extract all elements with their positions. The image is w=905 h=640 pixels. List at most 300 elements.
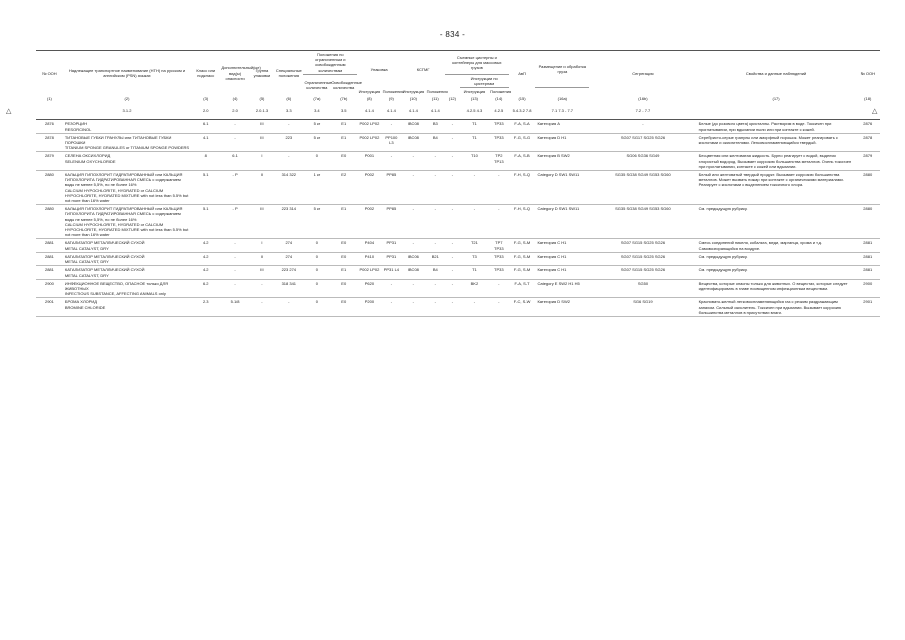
special-provision-cell: -: [274, 298, 303, 317]
ibc-provision-cell: -: [426, 279, 446, 298]
stowage-cell: Category D SW1 SW11: [535, 205, 589, 239]
tank-instruction-cell: BK2: [460, 279, 489, 298]
properties-cell: Красновато-желтый легковоспламеняющийся газ с резким раздражающим запахом. Сильный окислитель. Токсичен при вдыхании. Вызывает коррозию большинства металлов в присутствии влаги.: [697, 298, 856, 317]
stowage-cell: Категория D SW2: [535, 298, 589, 317]
packing-instruction-cell: P002 LP02: [357, 120, 381, 133]
header-tanks: Съемные цистерны и контейнеры для массовых грузов: [445, 51, 509, 75]
name-cell: [63, 298, 191, 317]
tank-provision-cell: -: [489, 205, 509, 239]
packing-instruction-cell: P002: [357, 171, 381, 205]
un-cell: 2900: [36, 279, 63, 298]
packing-group-cell: -: [250, 298, 274, 317]
ref-lq: 3.4: [303, 107, 330, 120]
subrisk-cell: -: [220, 279, 249, 298]
class-cell: 6.1: [191, 120, 220, 133]
header-class: Класс или подкласс: [191, 51, 220, 96]
properties-cell: Бесцветная или желтоватая жидкость. Бурно реагирует с водой, выделяя хлористый водород. Вызывает коррозию большинства металлов. Очень токсичен при проглатывании, контакте с кожей или вдыхании.: [697, 152, 856, 171]
properties-cell: См. предыдущую рубрику.: [697, 205, 856, 239]
ibc-instruction-cell: -: [401, 152, 425, 171]
name-cell: [63, 120, 191, 133]
colnum: (10): [409, 96, 417, 102]
packing-instruction-cell: P620: [357, 279, 381, 298]
revision-mark-icon: △: [872, 108, 878, 115]
ibc-provision-cell: B4: [426, 133, 446, 152]
limited-quantity-cell: 0: [303, 239, 330, 252]
un-right-cell: 2879: [855, 152, 880, 171]
segregation-cell: SG07 SG15 SG25 SG26: [589, 239, 696, 252]
col12-cell: -: [445, 152, 460, 171]
name-en: METAL CATALYST, DRY: [64, 259, 109, 265]
tank-provision-cell: TP33: [489, 120, 509, 133]
table-row: [36, 120, 880, 133]
un-right-cell: 2901: [855, 298, 880, 317]
limited-quantity-cell: 0: [303, 252, 330, 265]
tank-instruction-cell: T1: [460, 133, 489, 152]
ibc-instruction-cell: -: [401, 171, 425, 205]
packing-instruction-cell: P404: [357, 239, 381, 252]
un-cell: 2880: [36, 171, 63, 205]
header-subrisk: Дополнительный(ые) вид(ы) опасности: [220, 51, 249, 96]
subrisk-cell: - P: [220, 171, 249, 205]
colnum: (11): [431, 96, 439, 102]
excepted-quantity-cell: E0: [330, 152, 357, 171]
colnum: (2): [124, 96, 130, 102]
limited-quantity-cell: 0: [303, 266, 330, 279]
packing-group-cell: -: [250, 279, 274, 298]
class-cell: 8: [191, 152, 220, 171]
adr-cell: F-A, S-T: [509, 279, 536, 298]
name-ru: КАЛЬЦИЯ ГИПОХЛОРИТ ГИДРАТИРОВАННЫЙ или КАЛЬЦИЯ ГИПОХЛОРИТА ГИДРАТИРОВАННАЯ СМЕСЬ с содержанием воды не менее 5,5%, но не более 16%: [64, 172, 183, 188]
tank-provision-cell: -: [489, 279, 509, 298]
properties-cell: Белые (до розового цвета) кристаллы. Растворим в воде. Токсичен при проглатывании, при вдыхании пыли или при контакте с кожей.: [697, 120, 856, 133]
header-stowage: Размещение и обработка груза: [535, 51, 589, 88]
packing-provision-cell: PP31: [382, 252, 402, 265]
table-row: [36, 298, 880, 317]
name-en: RESORCINOL: [64, 126, 92, 132]
ref-segregation: 7.2 - 7.7: [589, 107, 696, 120]
un-right-cell: 2878: [855, 133, 880, 152]
packing-group-cell: II: [250, 171, 274, 205]
adr-cell: F-G, S-G: [509, 133, 536, 152]
name-en: CALCIUM HYPOCHLORITE, HYDRATED or CALCIUM HYPOCHLORITE, HYDRATED MIXTURE with not less than 5.5% but not more than 16% water: [64, 221, 189, 238]
tank-provision-cell: -: [489, 171, 509, 205]
header-un-right: № ООН: [855, 51, 880, 96]
special-provision-cell: 274: [274, 252, 303, 265]
ibc-instruction-cell: IBC08: [401, 133, 425, 152]
adr-cell: F-A, S-B: [509, 152, 536, 171]
special-provision-cell: 274: [274, 239, 303, 252]
stowage-cell: Категория A: [535, 120, 589, 133]
tank-provision-cell: TP33: [489, 133, 509, 152]
subrisk-cell: - P: [220, 205, 249, 239]
packing-instruction-cell: P002: [357, 205, 381, 239]
name-en: METAL CATALYST, DRY: [64, 245, 109, 251]
ref-blank: [697, 107, 856, 120]
segregation-cell: SG35 SG38 SG49 SG53 SG60: [589, 171, 696, 205]
table-row: [36, 279, 880, 298]
un-right-cell: 2880: [855, 205, 880, 239]
tank-instruction-cell: -: [460, 205, 489, 239]
un-cell: 2879: [36, 152, 63, 171]
un-right-cell: 2881: [855, 252, 880, 265]
special-provision-cell: 223: [274, 133, 303, 152]
special-provision-cell: 223 314: [274, 205, 303, 239]
segregation-cell: SG07 SG17 SG25 SG26: [589, 133, 696, 152]
subrisk-cell: -: [220, 133, 249, 152]
name-ru: КАТАЛИЗАТОР МЕТАЛЛИЧЕСКИЙ СУХОЙ: [64, 267, 145, 273]
col12-cell: -: [445, 252, 460, 265]
header-tank-instr: Инструкция: [463, 89, 486, 95]
excepted-quantity-cell: E1: [330, 120, 357, 133]
packing-provision-cell: -: [382, 279, 402, 298]
special-provision-cell: -: [274, 120, 303, 133]
name-ru: ИНФЕКЦИОННОЕ ВЕЩЕСТВО, ОПАСНОЕ только ДЛЯ ЖИВОТНЫХ: [64, 280, 169, 291]
adr-cell: F-H, S-Q: [509, 171, 536, 205]
ibc-provision-cell: -: [426, 298, 446, 317]
segregation-cell: SG07 SG15 SG25 SG26: [589, 252, 696, 265]
class-cell: 2.3: [191, 298, 220, 317]
un-cell: 2881: [36, 252, 63, 265]
adr-cell: F-A, S-A: [509, 120, 536, 133]
table-row: [36, 205, 880, 239]
name-en: BROMINE CHLORIDE: [64, 304, 106, 310]
excepted-quantity-cell: E1: [330, 133, 357, 152]
un-cell: 2881: [36, 239, 63, 252]
header-ibc-instr: Инструкция: [402, 88, 425, 94]
un-right-cell: 2900: [855, 279, 880, 298]
col12-cell: -: [445, 133, 460, 152]
packing-provision-cell: -: [382, 152, 402, 171]
name-ru: КАТАЛИЗАТОР МЕТАЛЛИЧЕСКИЙ СУХОЙ: [64, 253, 145, 259]
ref-stowage: 7.1 7.3 - 7.7: [535, 107, 589, 120]
ref-name: 3.1.2: [63, 107, 191, 120]
packing-instruction-cell: P410: [357, 252, 381, 265]
header-excepted-quantity: Освобожденные количества: [331, 79, 362, 91]
limited-quantity-cell: 0: [303, 298, 330, 317]
colnum: (9): [388, 96, 394, 102]
tank-instruction-cell: T1: [460, 266, 489, 279]
class-cell: 4.2: [191, 239, 220, 252]
ref-pi: 4.1.4: [357, 107, 381, 120]
header-ibc: КСГМГ: [401, 51, 445, 88]
page-number: - 834 -: [439, 30, 466, 39]
reference-row: [36, 107, 880, 120]
packing-provision-cell: PP31 L4: [382, 266, 402, 279]
un-right-cell: 2881: [855, 239, 880, 252]
ibc-instruction-cell: -: [401, 298, 425, 317]
excepted-quantity-cell: E2: [330, 171, 357, 205]
colnum: (6): [286, 96, 292, 102]
ref-pg: 2.0.1.3: [250, 107, 274, 120]
ibc-provision-cell: -: [426, 239, 446, 252]
name-cell: [63, 252, 191, 265]
ibc-instruction-cell: -: [401, 239, 425, 252]
packing-instruction-cell: P002 LP02: [357, 266, 381, 279]
stowage-cell: Категория C H1: [535, 266, 589, 279]
name-ru: СЕЛЕНА ОКСИХЛОРИД: [64, 153, 111, 159]
ref-ip: 4.1.4: [426, 107, 446, 120]
tank-provision-cell: TP33: [489, 266, 509, 279]
packing-group-cell: I: [250, 239, 274, 252]
excepted-quantity-cell: E0: [330, 239, 357, 252]
tank-instruction-cell: -: [460, 171, 489, 205]
packing-provision-cell: -: [382, 298, 402, 317]
excepted-quantity-cell: E1: [330, 205, 357, 239]
excepted-quantity-cell: E1: [330, 266, 357, 279]
tank-provision-cell: TP2 TP13: [489, 152, 509, 171]
ibc-provision-cell: -: [426, 205, 446, 239]
header-stowage-blank: [535, 88, 589, 96]
colnum: (8): [366, 96, 372, 102]
header-tank-instructions: Инструкции по цистернам: [460, 74, 509, 87]
adr-cell: F-H, S-Q: [509, 205, 536, 239]
ibc-instruction-cell: IBC08: [401, 120, 425, 133]
table-row: [36, 239, 880, 252]
header-packing-instr: Инструкция: [358, 88, 381, 94]
properties-cell: Белый или желтоватый твердый продукт. Вызывает коррозию большинства металлов. Может вызвать пожар при контакте с органическими материалами. Реагирует с кислотами с выделением токсичного хлора.: [697, 171, 856, 205]
stowage-cell: Категория B SW2: [535, 152, 589, 171]
packing-group-cell: I: [250, 152, 274, 171]
col12-cell: -: [445, 298, 460, 317]
tank-provision-cell: TP7 TP33: [489, 239, 509, 252]
name-en: TITANIUM SPONGE GRANULES or TITANIUM SPONGE POWDERS: [64, 145, 190, 151]
subrisk-cell: -: [220, 120, 249, 133]
limited-quantity-cell: 0: [303, 279, 330, 298]
colnum: (16b): [638, 96, 648, 102]
header-adr: АвП: [509, 51, 536, 96]
header-packing: Упаковка: [357, 51, 401, 88]
name-en: SELENIUM OXYCHLORIDE: [64, 158, 116, 164]
name-cell: [63, 205, 191, 239]
ibc-provision-cell: B4: [426, 266, 446, 279]
ibc-provision-cell: -: [426, 171, 446, 205]
name-ru: КАЛЬЦИЯ ГИПОХЛОРИТ ГИДРАТИРОВАННЫЙ или КАЛЬЦИЯ ГИПОХЛОРИТА ГИДРАТИРОВАННАЯ СМЕСЬ с содержанием воды не менее 5,5%, но не более 16%: [64, 206, 183, 222]
col12-cell: -: [445, 205, 460, 239]
name-ru: КАТАЛИЗАТОР МЕТАЛЛИЧЕСКИЙ СУХОЙ: [64, 240, 145, 246]
col12-cell: -: [445, 266, 460, 279]
ref-adr: 5.4.3.2 7.8: [509, 107, 536, 120]
name-en: INFECTIOUS SUBSTANCE, AFFECTING ANIMALS only: [64, 291, 166, 297]
packing-provision-cell: PP100 L3: [382, 133, 402, 152]
un-cell: 2876: [36, 120, 63, 133]
subrisk-cell: -: [220, 239, 249, 252]
name-cell: [63, 266, 191, 279]
col12-cell: -: [445, 120, 460, 133]
excepted-quantity-cell: E0: [330, 252, 357, 265]
col12-cell: -: [445, 171, 460, 205]
limited-quantity-cell: 5 кг: [303, 133, 330, 152]
special-provision-cell: 223 274: [274, 266, 303, 279]
packing-provision-cell: PP85: [382, 205, 402, 239]
colnum: (13): [470, 96, 478, 102]
tank-instruction-cell: T1: [460, 120, 489, 133]
packing-group-cell: III: [250, 133, 274, 152]
ref-class: 2.0: [191, 107, 220, 120]
ibc-instruction-cell: IBC06: [401, 252, 425, 265]
ref-eq: 3.5: [330, 107, 357, 120]
class-cell: 4.2: [191, 266, 220, 279]
tank-provision-cell: -: [489, 298, 509, 317]
table-row: [36, 133, 880, 152]
ref-ii: 4.1.4: [401, 107, 425, 120]
colnum: (4): [232, 96, 238, 102]
adr-cell: F-C, S-W: [509, 298, 536, 317]
colnum: (7a): [313, 96, 321, 102]
name-ru: РЕЗОРЦИН: [64, 121, 87, 127]
ibc-instruction-cell: -: [401, 205, 425, 239]
table-row: [36, 252, 880, 265]
colnum: (15): [518, 96, 526, 102]
name-ru: БРОМА ХЛОРИД: [64, 299, 97, 305]
subrisk-cell: -: [220, 252, 249, 265]
colnum: (7b): [340, 96, 348, 102]
packing-group-cell: III: [250, 266, 274, 279]
segregation-cell: SG50: [589, 279, 696, 298]
limited-quantity-cell: 0: [303, 152, 330, 171]
excepted-quantity-cell: E0: [330, 279, 357, 298]
revision-mark-icon: △: [6, 108, 12, 115]
properties-cell: См. предыдущую рубрику.: [697, 252, 856, 265]
special-provision-cell: 318 341: [274, 279, 303, 298]
un-cell: 2881: [36, 266, 63, 279]
segregation-cell: -: [589, 120, 696, 133]
un-right-cell: 2881: [855, 266, 880, 279]
subrisk-cell: -: [220, 266, 249, 279]
adr-cell: F-G, S-M: [509, 239, 536, 252]
stowage-cell: Категория C H1: [535, 252, 589, 265]
stowage-cell: Категория D H1: [535, 133, 589, 152]
table-body: [36, 120, 880, 317]
packing-provision-cell: PP85: [382, 171, 402, 205]
packing-group-cell: III: [250, 120, 274, 133]
class-cell: 6.2: [191, 279, 220, 298]
name-cell: [63, 279, 191, 298]
header-segregation: Сегрегация: [589, 51, 696, 96]
col12-cell: -: [445, 239, 460, 252]
header-packing-group: Группа упаковки: [250, 51, 274, 96]
ref-tp: 4.2.5: [489, 107, 509, 120]
properties-cell: Серебристо-серые гранулы или аморфный порошок. Может реагировать с кислотами и окислителями. Легковоспламеняющийся твердый.: [697, 133, 856, 152]
column-number-row: [36, 95, 880, 107]
un-cell: 2880: [36, 205, 63, 239]
properties-cell: Вещества, которые опасны только для животных. О вещестах, которые следует идентифицировать в главе посвященном инфекционным веществам.: [697, 279, 856, 298]
subrisk-cell: 5.1/8: [220, 298, 249, 317]
segregation-cell: SG07 SG15 SG25 SG26: [589, 266, 696, 279]
ref-sp: 3.3: [274, 107, 303, 120]
ibc-instruction-cell: -: [401, 279, 425, 298]
tank-provision-cell: TP33: [489, 252, 509, 265]
class-cell: 5.1: [191, 171, 220, 205]
limited-quantity-cell: 5 кг: [303, 120, 330, 133]
limited-quantity-cell: 1 кг: [303, 171, 330, 205]
header-name: Надлежащее транспортное наименование (НТН) на русском и английском (PSN) языках: [63, 51, 191, 96]
segregation-cell: SG35 SG38 SG49 SG53 SG60: [589, 205, 696, 239]
colnum: (16a): [557, 96, 567, 102]
header-lq-eq: Положения по ограниченным и освобожденным количествам: [303, 51, 357, 75]
packing-instruction-cell: P002 LP02: [357, 133, 381, 152]
class-cell: 4.2: [191, 252, 220, 265]
ref-ti: 4.2.5 4.3: [460, 107, 489, 120]
ref-subrisk: 2.0: [220, 107, 249, 120]
header-limited-quantity: Ограниченные количества: [304, 79, 332, 91]
colnum: (12): [448, 96, 456, 102]
stowage-cell: Категория C H1: [535, 239, 589, 252]
name-en: CALCIUM HYPOCHLORITE, HYDRATED or CALCIUM HYPOCHLORITE, HYDRATED MIXTURE with not less than 5.5% but not more than 16% water: [64, 187, 189, 204]
header-properties: Свойства и данные наблюдений: [697, 51, 856, 96]
ibc-provision-cell: B3: [426, 120, 446, 133]
name-cell: [63, 133, 191, 152]
dangerous-goods-table: [36, 50, 880, 317]
special-provision-cell: -: [274, 152, 303, 171]
stowage-cell: Category D SW1 SW11: [535, 171, 589, 205]
class-cell: 4.1: [191, 133, 220, 152]
header-packing-prov: Положения: [382, 88, 404, 94]
name-ru: ТИТАНОВЫЕ ГУБКИ ГРАНУЛЫ или ТИТАНОВЫЕ ГУБКИ ПОРОШКИ: [64, 134, 172, 146]
table-row: [36, 266, 880, 279]
name-en: METAL CATALYST, DRY: [64, 272, 109, 278]
header-ibc-prov: Положения: [426, 88, 448, 94]
tank-instruction-cell: -: [460, 298, 489, 317]
ibc-provision-cell: B21: [426, 252, 446, 265]
table-row: [36, 152, 880, 171]
properties-cell: Смесь соединений никеля, кобальта, меди, марганца, хрома и т.д. Самовозгорающийся на воздухе.: [697, 239, 856, 252]
packing-instruction-cell: P001: [357, 152, 381, 171]
properties-cell: См. предыдущую рубрику.: [697, 266, 856, 279]
un-right-cell: 2880: [855, 171, 880, 205]
ref-pp: 4.1.4: [382, 107, 402, 120]
adr-cell: F-G, S-M: [509, 252, 536, 265]
stowage-cell: Category E SW2 H1 H5: [535, 279, 589, 298]
colnum: (1): [46, 96, 52, 102]
table-row: [36, 171, 880, 205]
name-cell: [63, 171, 191, 205]
adr-cell: F-G, S-M: [509, 266, 536, 279]
un-cell: 2901: [36, 298, 63, 317]
packing-provision-cell: PP31: [382, 239, 402, 252]
segregation-cell: SG06 SG36 SG49: [589, 152, 696, 171]
tank-instruction-cell: T10: [460, 152, 489, 171]
col12-cell: -: [445, 279, 460, 298]
colnum: (5): [259, 96, 265, 102]
ibc-provision-cell: -: [426, 152, 446, 171]
excepted-quantity-cell: E0: [330, 298, 357, 317]
header-tank-prov: Положения: [490, 89, 512, 95]
un-cell: 2878: [36, 133, 63, 152]
packing-group-cell: II: [250, 252, 274, 265]
class-cell: 5.1: [191, 205, 220, 239]
packing-group-cell: III: [250, 205, 274, 239]
tank-instruction-cell: T3: [460, 252, 489, 265]
ibc-instruction-cell: IBC08: [401, 266, 425, 279]
name-cell: [63, 152, 191, 171]
tank-instruction-cell: T21: [460, 239, 489, 252]
packing-instruction-cell: P200: [357, 298, 381, 317]
segregation-cell: SG6 SG19: [589, 298, 696, 317]
special-provision-cell: 314 322: [274, 171, 303, 205]
limited-quantity-cell: 5 кг: [303, 205, 330, 239]
subrisk-cell: 6.1: [220, 152, 249, 171]
colnum: (17): [772, 96, 780, 102]
colnum: (3): [203, 96, 209, 102]
header-special-provisions: Специальные положения: [274, 51, 303, 96]
ref-blank: [36, 107, 63, 120]
name-cell: [63, 239, 191, 252]
un-right-cell: 2876: [855, 120, 880, 133]
ref-blank: [445, 107, 460, 120]
colnum: (18): [864, 96, 872, 102]
header-un: № ООН: [36, 51, 63, 96]
colnum: (14): [495, 96, 503, 102]
